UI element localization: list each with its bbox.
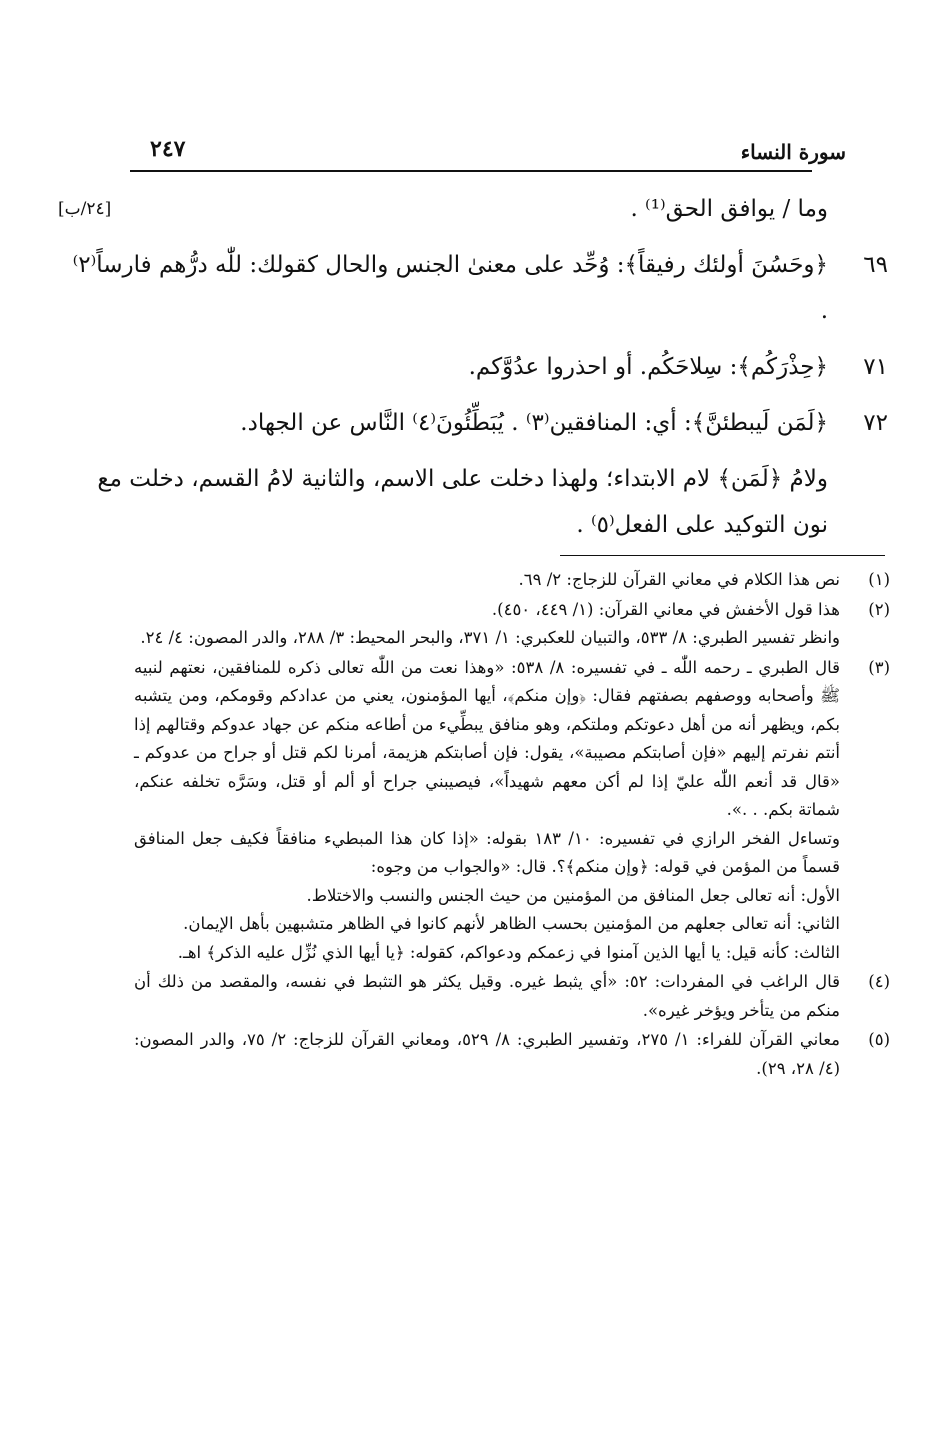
footnote-number: (٤)	[868, 972, 890, 991]
footnote-number: (٣)	[868, 657, 890, 677]
verse-number: ٦٩	[863, 252, 888, 278]
verse-entry	[58, 242, 888, 334]
footnote	[134, 968, 890, 1025]
footnote-text: هذا قول الأخفش في معاني القرآن: (١/ ٤٤٩، ٤٥٠).	[491, 599, 840, 619]
footnotes	[134, 566, 890, 1084]
manuscript-folio-ref: [٢٤/ب]	[58, 199, 112, 219]
verse-entry	[58, 344, 888, 390]
verse-commentary: ﴿لَمَن لَيبطئنَّ﴾: أي: المنافقين⁽٣⁾ . يُبَطِّئُونَ⁽٤⁾ النَّاس عن الجهاد.	[240, 410, 828, 436]
verse-entry	[58, 456, 888, 548]
verse-entry	[58, 400, 888, 446]
main-text	[58, 186, 888, 558]
verse-commentary: ولامُ ﴿لَمَن﴾ لام الابتداء؛ ولهذا دخلت على الاسم، والثانية لامُ القسم، دخلت مع نون التوكيد على الفعل⁽٥⁾ .	[97, 466, 828, 538]
footnote-text: معاني القرآن للفراء: ١/ ٢٧٥، وتفسير الطبري: ٨/ ٥٢٩، ومعاني القرآن للزجاج: ٢/ ٧٥، والدر المصون: (٤/ ٢٨، ٢٩).	[134, 1030, 840, 1078]
footnote-text: الأول: أنه تعالى جعل المنافق من المؤمنين من حيث الجنس والنسب والاختلاط.	[306, 885, 840, 905]
footnote-text: الثالث: كأنه قيل: يا أيها الذين آمنوا في زعمكم ودعواكم، كقوله: ﴿يا أيها الذي نُزِّل عليه الذكر﴾ اهـ.	[177, 942, 840, 962]
footnote-separator	[560, 555, 885, 556]
header-rule	[130, 170, 812, 172]
page-number: ٢٤٧	[150, 136, 186, 162]
footnote	[134, 596, 890, 653]
footnote-text: الثاني: أنه تعالى جعلهم من المؤمنين بحسب الظاهر لأنهم كانوا في الظاهر متشبهين بأهل الإيمان.	[183, 914, 840, 933]
footnote	[134, 1026, 890, 1083]
footnote-text: وانظر تفسير الطبري: ٨/ ٥٣٣، والتبيان للعكبري: ١/ ٣٧١، والبحر المحيط: ٣/ ٢٨٨، والدر المصون: ٤/ ٢٤.	[140, 628, 840, 647]
footnote-number: (٢)	[868, 599, 890, 619]
intro-text: وما / يوافق الحق⁽¹⁾ .	[630, 196, 828, 222]
footnote-text: قال الطبري ـ رحمه اللّٰه ـ في تفسيره: ٨/ ٥٣٨: «وهذا نعت من اللّٰه تعالى ذكره للمنافقين، نعتهم لنبيه ﷺ وأصحابه ووصفهم بصفتهم فقال: ﴿وإن منكم﴾، أيها المؤمنون، يعني من عدادكم وقومكم، ومن يتشبه بكم، ويظهر أنه من أهل دعوتكم وملتكم، وهو منافق يبطِّيء من أطاعه منكم عن جهاد عدوكم وقتالهم إذا أنتم نفرتم إليهم «فإن أصابتكم مصيبة»، يقول: فإن أصابتكم هزيمة، أمرنا لكم قتل أو جراح من عدوكم ـ «قال قد أنعم اللّٰه عليّ إذا لم أكن معهم شهيداً»، فيصيبني جراح أو ألم أو قتل، وسَرَّه تخلفه عنكم، شماتة بكم. . .».	[134, 657, 841, 819]
verse-commentary: ﴿وحَسُنَ أولئك رفيقاً﴾: وُحِّد على معنىٰ الجنس والحال كقولك: للّٰه درُّهم فارساً⁽٢⁾ .	[72, 252, 828, 324]
verse-number: ٧٢	[863, 410, 888, 436]
verse-commentary: ﴿حِذْرَكُم﴾: سِلاحَكُم. أو احذروا عدُوَّكم.	[468, 354, 828, 380]
footnote	[134, 566, 890, 595]
intro-line	[58, 186, 888, 232]
footnote-text: وتساءل الفخر الرازي في تفسيره: ١٠/ ١٨٣ بقوله: «إذا كان هذا المبطيء منافقاً فكيف جعل المنافق قسماً من المؤمن في قوله: ﴿وإن منكم﴾؟. قال: «والجواب من وجوه:	[134, 828, 840, 876]
footnote-number: (٥)	[868, 1030, 890, 1049]
footnote-text: نص هذا الكلام في معاني القرآن للزجاج: ٢/ ٦٩.	[518, 570, 840, 589]
footnote-number: (١)	[868, 570, 890, 589]
verse-number: ٧١	[863, 354, 888, 380]
footnote-text: قال الراغب في المفردات: ٥٢: «أي يثبط غيره. وقيل يكثر هو التثبط في نفسه، والمقصد من ذلك أن منكم من يتأخر ويؤخر غيره».	[134, 972, 840, 1020]
running-title: سورة النساء	[740, 140, 846, 164]
footnote	[134, 654, 890, 968]
